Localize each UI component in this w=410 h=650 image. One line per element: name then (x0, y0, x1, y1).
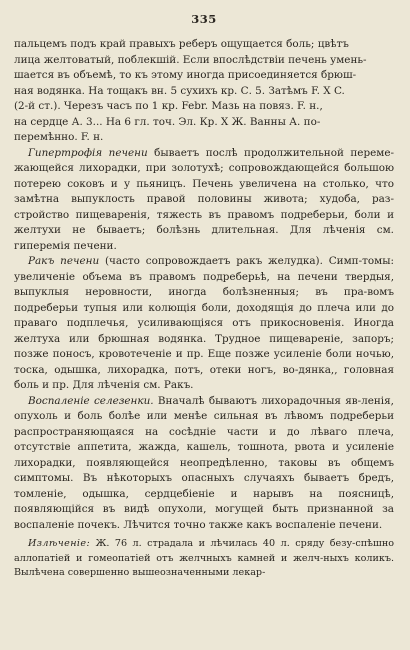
paragraph-liver-hypertrophy (14, 146, 394, 255)
text-line: лица желтоватый, поблекшій. Если впослѣдствіи печень умень- (14, 53, 367, 66)
page-number: 335 (191, 12, 217, 26)
text-line: ная водянка. На тощакъ вн. 5 сухихъ кр. С. 5. Затѣмъ F. X C. (14, 84, 345, 97)
paragraph-body: Вначалѣ бываютъ лихорадочныя яв-ленія, опухоль и боль болѣе или менѣе сильная въ лѣвомъ подреберьи распространяющаяся на сосѣдніе части и до лѣваго плеча, отсутствіе аппетита, жажда, кашель, тошнота, рвота и усиленіе лихорадки, появляющейся неопредѣленно, таковы въ общемъ симптомы. Въ нѣкоторыхъ опасныхъ случаяхъ бываетъ бредъ, томленіе, одышка, сердцебіеніе и нарывъ на поясницѣ, появляющійся въ видѣ опухоли, могущей быть признанной за воспаленіе почекъ. Лѣчится точно также какъ воспаленіе печени. (14, 394, 394, 531)
text-line: на сердце А. 3... На 6 гл. точ. Эл. Кр. X Ж. Ванны А. по- (14, 115, 321, 128)
text-line: пальцемъ подъ край правыхъ реберъ ощущается боль; цвѣтъ (14, 38, 349, 50)
note-body: Ж. 76 л. страдала и лѣчилась 40 л. сряду безу-спѣшно аллопатіей и гомеопатіей отъ желчныхъ камней и желч-ныхъ коликъ. Вылѣчена совершенно вышеозначенными лекар- (14, 538, 394, 578)
section-title: Гипертрофія печени (28, 146, 148, 159)
paragraph-spleen-inflammation (14, 394, 394, 534)
paragraph-liver-symptoms-continued (14, 37, 394, 146)
case-note (14, 537, 394, 581)
note-label: Излѣченіе: (28, 538, 91, 549)
paragraph-body: бываетъ послѣ продолжительной переме-жающейся лихорадки, при золотухѣ; сопровождающейся большою потерею соковъ и у пьяницъ. Печень увеличена на столько, что замѣтна выпуклость правой половины живота; худоба, раз-стройство пищеваренія, тяжесть въ правомъ подреберьи, боли и желтухи не бываетъ; болѣзнь длительная. Для лѣченія см. гипеpемія печени. (14, 146, 394, 252)
section-title: Ракъ печени (28, 255, 100, 267)
text-line: перемѣнно. F. н. (14, 131, 104, 143)
text-line: шается въ объемѣ, то къ этому иногда присоединяется брюш- (14, 69, 357, 81)
paragraph-body: (часто сопровождаетъ ракъ желудка). Симп-томы: увеличеніе объема въ правомъ подреберьѣ, на печени твердыя, выпуклыя неровности, иногда болѣзненныя; въ пра-вомъ подреберьи тупыя или колющія боли, доходящія до плеча или до праваго подплечья, усиливающіяся отъ прикосновенія. Иногда желтуха или брюшная водянка. Трудное пищевареніе, запоръ; позже поносъ, кровотеченіе и пр. Еще позже усиленіе боли ночью, тоска, одышка, лихорадка, потъ, отеки ногъ, во-дянка,, головная боль и пр. Для лѣченія см. Ракъ. (14, 255, 394, 391)
text-line: (2-й ст.). Черезъ часъ по 1 кр. Febr. Мазь на повяз. F. н., (14, 100, 323, 112)
section-title: Воспаленіе селезенки. (28, 394, 154, 407)
paragraph-liver-cancer (14, 254, 394, 394)
